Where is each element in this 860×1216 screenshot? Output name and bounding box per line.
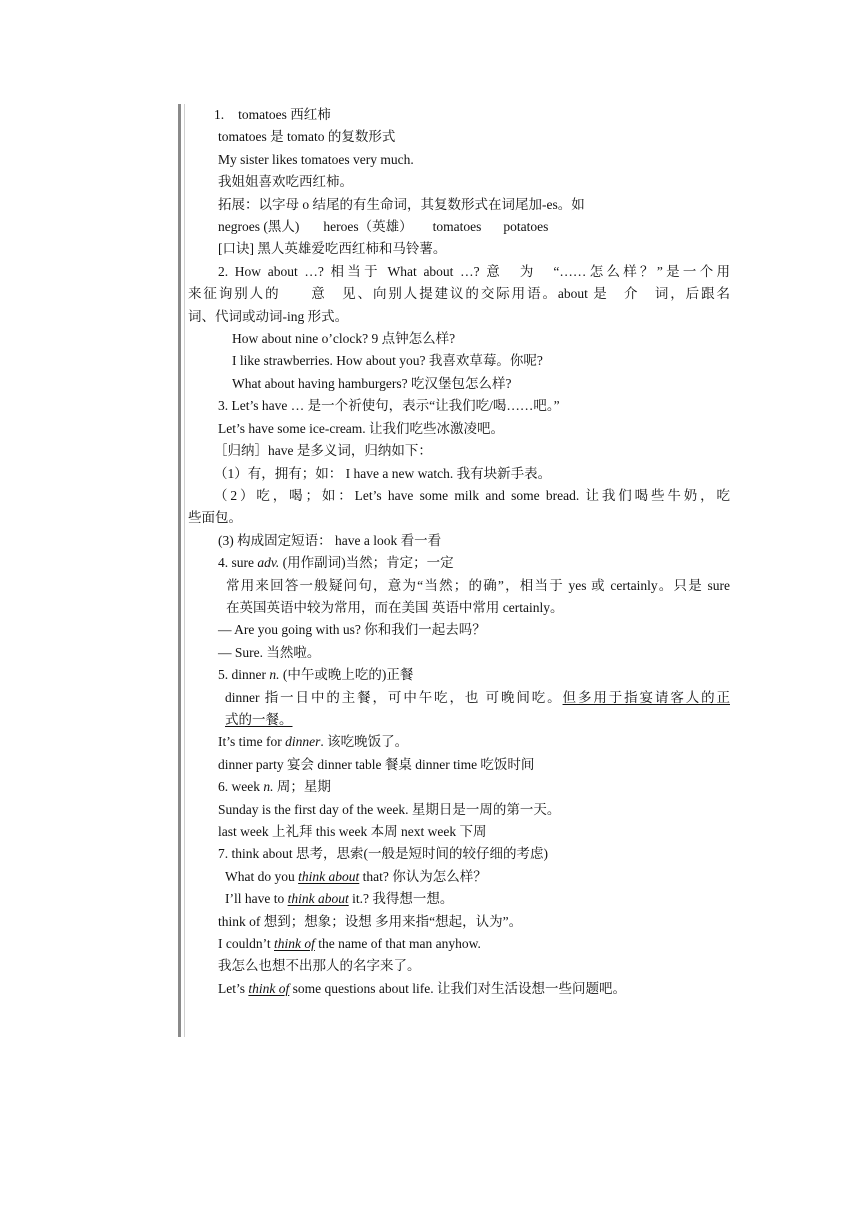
margin-rule [178,104,181,1037]
example-sentence: I like strawberries. How about you? 我喜欢草莓。你呢? [232,353,543,369]
text-line [188,709,730,731]
example-sentence: Sunday is the first day of the week. 星期日是一周的第一天。 [218,801,561,817]
notes-body [188,104,730,1000]
summary-heading: ［归纳］have 是多义词，归纳如下： [214,443,432,459]
text-line: tomatoes 是 tomato 的复数形式 [218,129,396,145]
example-sentence: Let’s think of some questions about life. 让我们对生活设想一些问题吧。 [218,980,626,996]
item-7-heading: 7. think about 思考，思索(一般是短时间的较仔细的考虑) [218,846,548,862]
example-sentence: My sister likes tomatoes very much. [218,151,414,167]
text-line: 些面包。 [188,510,242,526]
text-line: 常用来回答一般疑问句，意为“当然；的确”，相当于 yes 或 certainly。只是 sure [226,577,730,593]
text-line: 在英国英语中较为常用，而在美国 英语中常用 certainly。 [226,599,564,615]
example-sentence: It’s time for dinner. 该吃晚饭了。 [218,734,409,750]
example-sentence: I’ll have to think about it.? 我得想一想。 [225,891,454,907]
meaning-2: （2）吃，喝；如：Let’s have some milk and some bread. 让我们喝些牛奶，吃 [214,487,730,503]
text-line: 拓展：以字母 o 结尾的有生命词，其复数形式在词尾加-es。如 [218,196,585,212]
example-translation: 我怎么也想不出那人的名字来了。 [218,958,421,974]
text-line: dinner 指一日中的主餐，可中午吃，也 可晚间吃。但多用于指宴请客人的正 [225,689,730,705]
margin-rule-inner [184,104,185,1037]
example-sentence: How about nine o’clock? 9 点钟怎么样? [232,331,456,347]
underlined-phrase: 但多用于指宴请客人的正 [562,689,730,705]
example-sentence: What do you think about that? 你认为怎么样？ [225,868,487,884]
mnemonic: [口诀] 黑人英雄爱吃西红柿和马铃薯。 [218,241,447,257]
meaning-3: (3) 构成固定短语： have a look 看一看 [218,532,442,548]
item-2-heading: 2. How about …? 相当于 What about …? 意 为 “……怎么样？”是一个用 [218,263,730,279]
item-6-heading: 6. week n. 周；星期 [218,779,331,795]
example-sentence: I couldn’t think of the name of that man anyhow. [218,936,481,952]
phrase-list: last week 上礼拜 this week 本周 next week 下周 [218,824,487,839]
dialogue-line: — Are you going with us? 你和我们一起去吗？ [218,622,486,638]
underlined-phrase: 式的一餐。 [225,711,293,727]
example-sentence: What about having hamburgers? 吃汉堡包怎么样? [232,375,512,391]
example-sentence: Let’s have some ice-cream. 让我们吃些冰激凌吧。 [218,420,505,436]
item-3-heading: 3. Let’s have … 是一个祈使句，表示“让我们吃/喝……吧。” [218,398,560,414]
text-line: 词、代词或动词-ing 形式。 [188,308,349,324]
word-list: negroes (黑人) heroes（英雄） tomatoes potatoes [218,219,549,235]
dialogue-line: — Sure. 当然啦。 [218,644,321,660]
item-4-heading: 4. sure adv. (用作副词)当然；肯定；一定 [218,555,454,571]
meaning-1: （1）有，拥有；如： I have a new watch. 我有块新手表。 [214,465,552,481]
text-line: 来征询别人的 意 见、向别人提建议的交际用语。about 是 介 词，后跟名 [188,286,730,302]
item-1-heading: 1. tomatoes 西红柿 [214,107,331,122]
example-translation: 我姐姐喜欢吃西红柿。 [218,174,353,190]
item-5-heading: 5. dinner n. (中午或晚上吃的)正餐 [218,667,414,683]
phrase-list: dinner party 宴会 dinner table 餐桌 dinner time 吃饭时间 [218,756,535,772]
text-line: think of 想到；想象；设想 多用来指“想起，认为”。 [218,913,523,929]
